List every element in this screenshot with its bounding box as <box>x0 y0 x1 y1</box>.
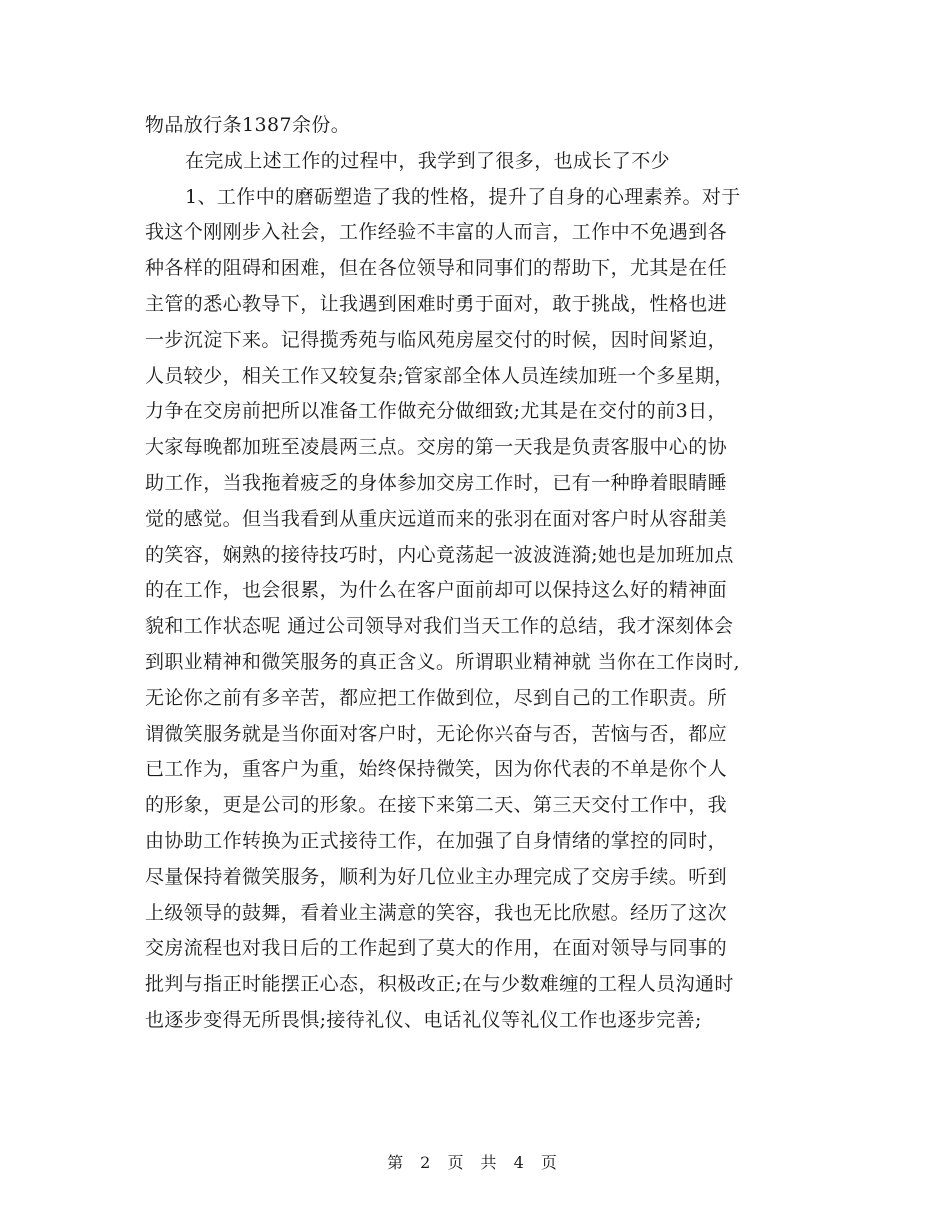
text-line: 的形象，更是公司的形象。在接下来第二天、第三天交付工作中，我 <box>145 794 728 817</box>
page-number-footer: 第 2 页 共 4 页 <box>387 1153 563 1172</box>
text-line: 到职业精神和微笑服务的真正含义。所谓职业精神就 当你在工作岗时, <box>145 650 740 673</box>
text-line: 力争在交房前把所以准备工作做充分做细致;尤其是在交付的前3日， <box>145 400 727 423</box>
text-line: 谓微笑服务就是当你面对客户时，无论你兴奋与否，苦恼与否，都应 <box>145 722 728 745</box>
text-line: 已工作为，重客户为重，始终保持微笑，因为你代表的不单是你个人 <box>145 758 728 781</box>
text-line: 上级领导的鼓舞，看着业主满意的笑容，我也无比欣慰。经历了这次 <box>145 901 728 924</box>
body-text <box>145 108 810 1039</box>
text-line: 由协助工作转换为正式接待工作，在加强了自身情绪的掌控的同时， <box>145 829 728 852</box>
text-line: 的在工作，也会很累，为什么在客户面前却可以保持这么好的精神面 <box>145 579 728 602</box>
text-line: 貌和工作状态呢 通过公司领导对我们当天工作的总结，我才深刻体会 <box>145 615 734 638</box>
text-line: 我这个刚刚步入社会，工作经验不丰富的人而言，工作中不免遇到各 <box>145 221 728 244</box>
text-line: 在完成上述工作的过程中，我学到了很多，也成长了不少 <box>185 149 671 172</box>
text-line: 觉的感觉。但当我看到从重庆远道而来的张羽在面对客户时从容甜美 <box>145 507 728 530</box>
text-line: 一步沉淀下来。记得揽秀苑与临风苑房屋交付的时候，因时间紧迫， <box>145 328 728 351</box>
text-line: 物品放行条1387余份。 <box>145 114 351 136</box>
text-line: 尽量保持着微笑服务，顺利为好几位业主办理完成了交房手续。听到 <box>145 865 728 888</box>
text-line: 批判与指正时能摆正心态，积极改正;在与少数难缠的工程人员沟通时 <box>145 973 734 996</box>
text-line: 1、工作中的磨砺塑造了我的性格，提升了自身的心理素养。对于 <box>185 185 741 208</box>
text-line: 主管的悉心教导下，让我遇到困难时勇于面对，敢于挑战，性格也进 <box>145 292 728 315</box>
text-line: 也逐步变得无所畏惧;接待礼仪、电话礼仪等礼仪工作也逐步完善; <box>145 1008 702 1031</box>
text-line: 人员较少，相关工作又较复杂;管家部全体人员连续加班一个多星期， <box>145 364 734 387</box>
text-line: 的笑容，娴熟的接待技巧时，内心竟荡起一波波涟漪;她也是加班加点 <box>145 543 734 566</box>
text-line: 交房流程也对我日后的工作起到了莫大的作用，在面对领导与同事的 <box>145 937 728 960</box>
text-line: 大家每晚都加班至凌晨两三点。交房的第一天我是负责客服中心的协 <box>145 436 728 459</box>
text-line: 种各样的阻碍和困难，但在各位领导和同事们的帮助下，尤其是在任 <box>145 257 728 280</box>
text-line: 无论你之前有多辛苦，都应把工作做到位，尽到自己的工作职责。所 <box>145 686 728 709</box>
text-line: 助工作，当我拖着疲乏的身体参加交房工作时，已有一种睁着眼睛睡 <box>145 471 728 494</box>
